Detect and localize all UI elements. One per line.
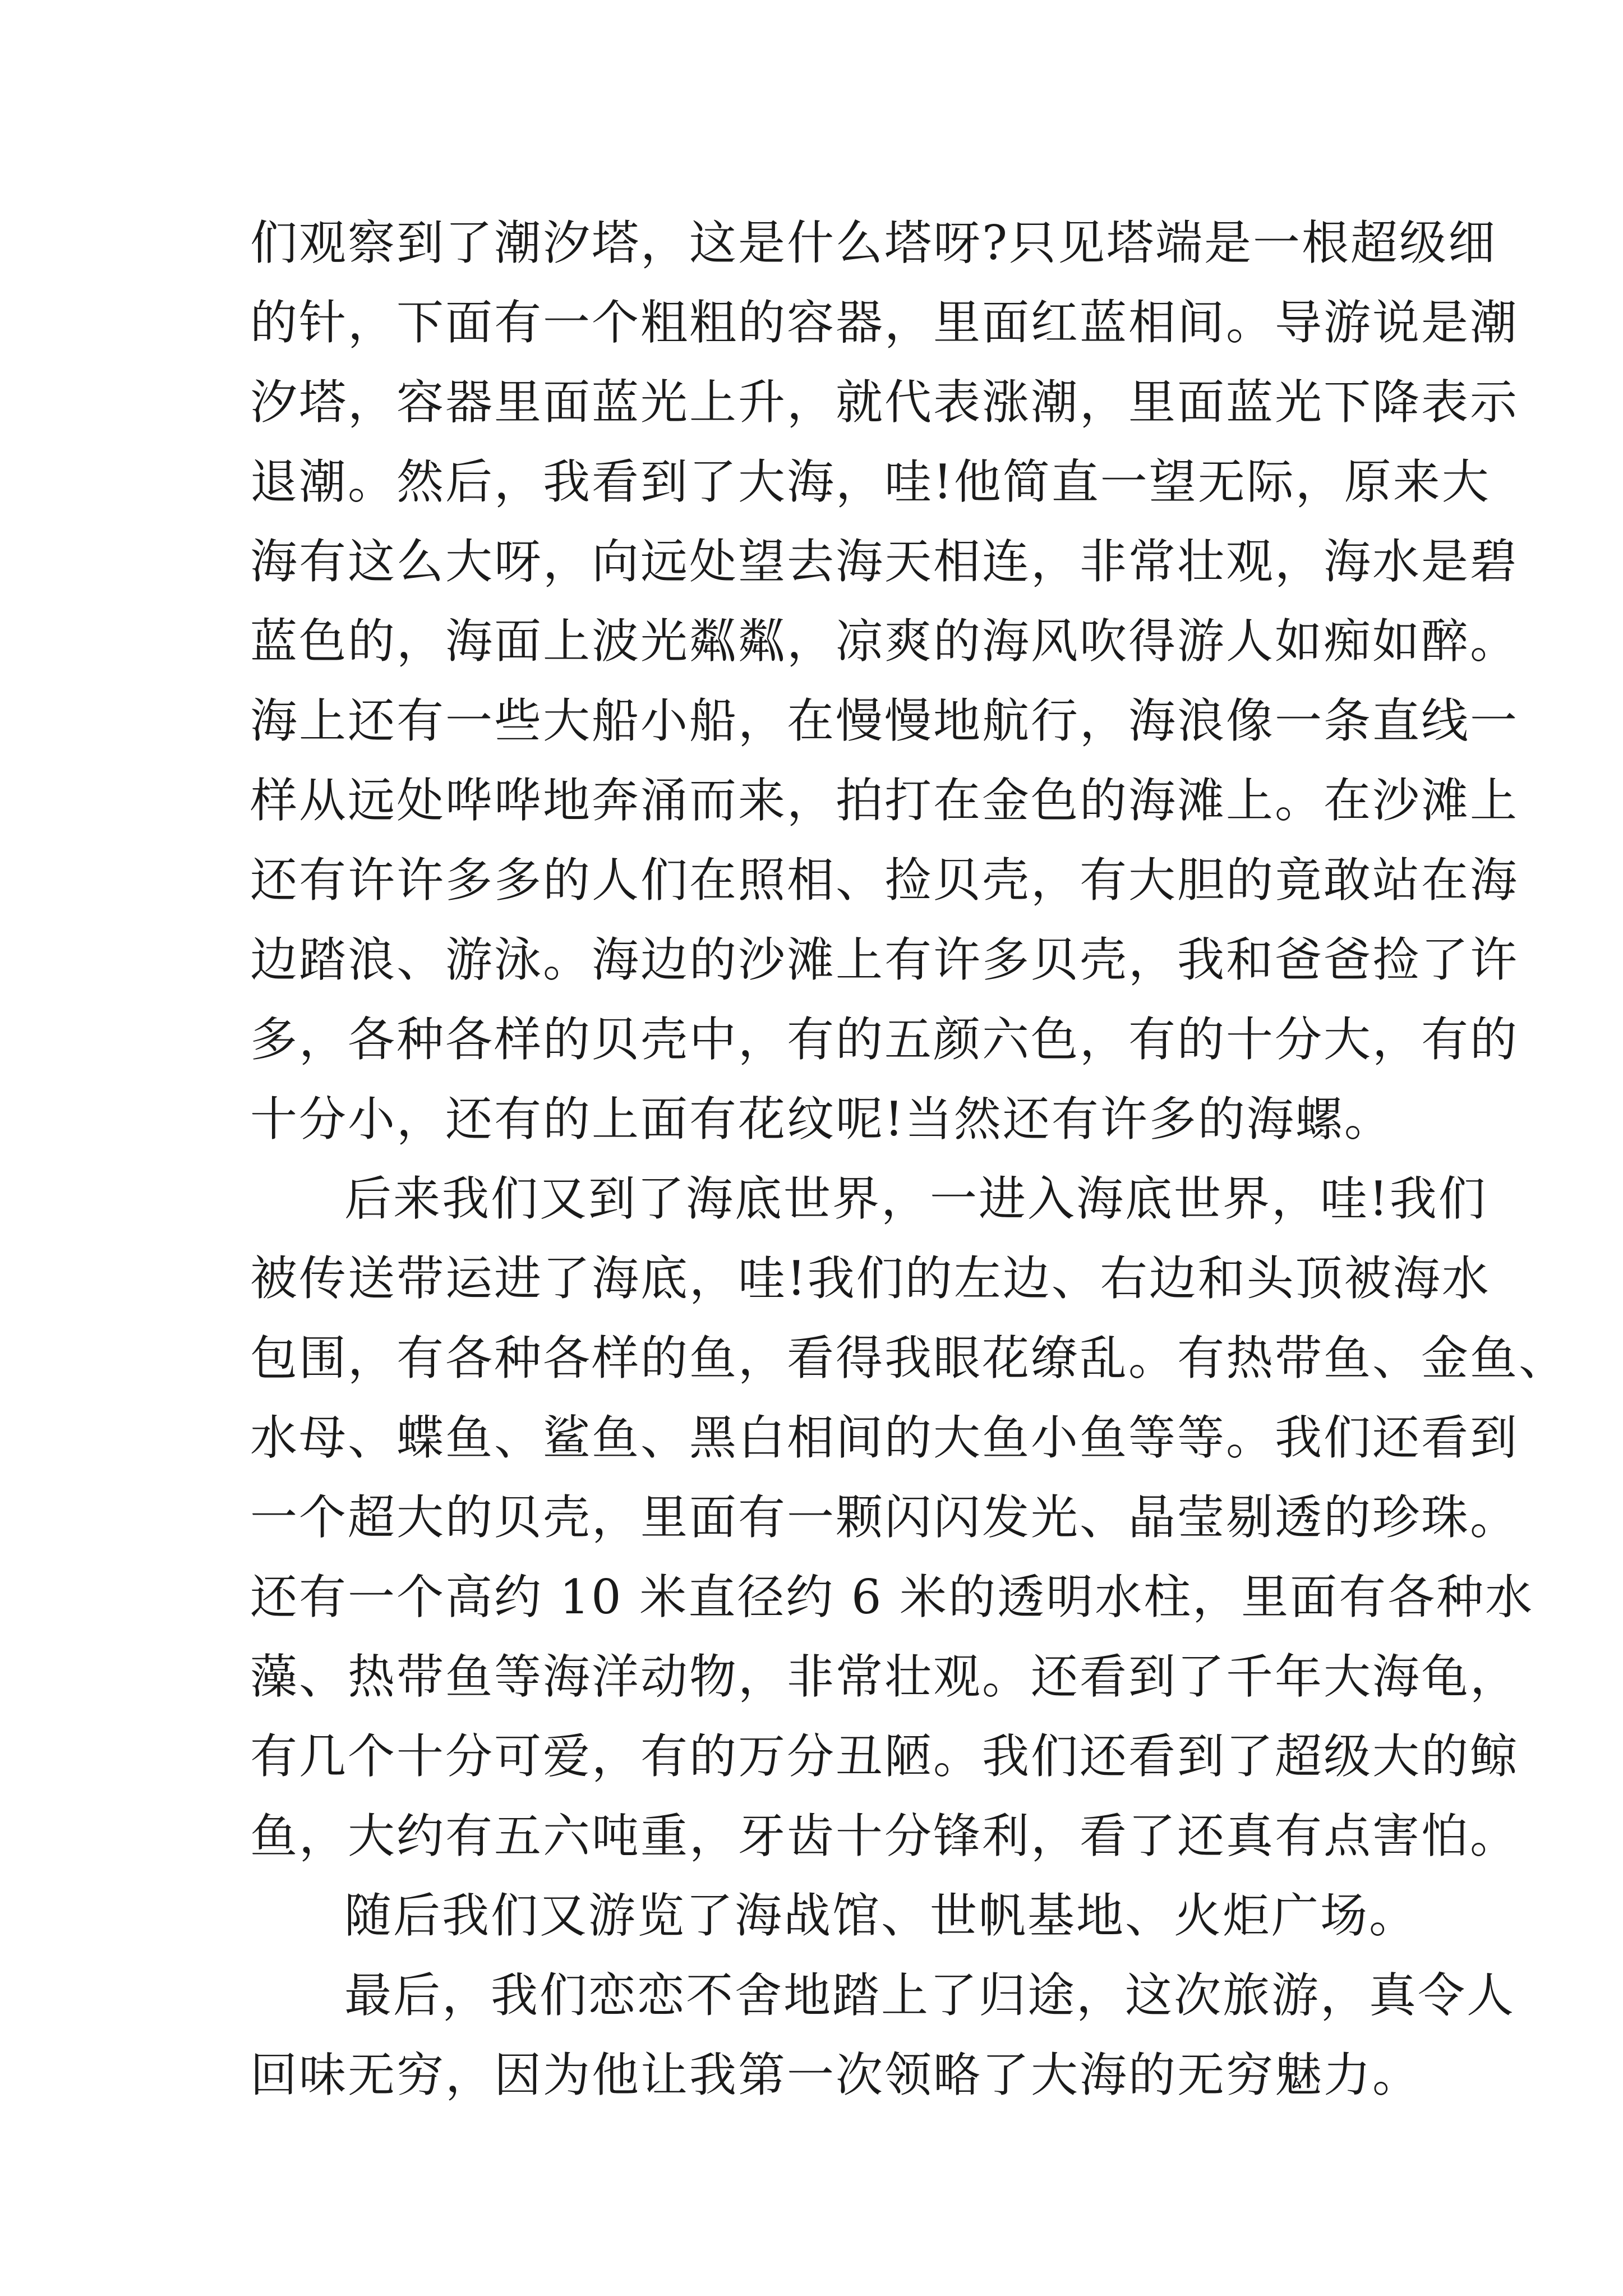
text-line: 的针，下面有一个粗粗的容器，里面红蓝相间。导游说是潮: [250, 295, 1519, 350]
text-line: 们观察到了潮汐塔，这是什么塔呀?只见塔端是一根超级细: [250, 215, 1497, 270]
paragraph: [250, 1159, 1568, 1876]
text-line: 包围，有各种各样的鱼，看得我眼花缭乱。有热带鱼、金鱼、: [250, 1331, 1568, 1386]
text-line: 回味无穷，因为他让我第一次领略了大海的无穷魅力。: [250, 2047, 1422, 2102]
text-line: 一个超大的贝壳，里面有一颗闪闪发光、晶莹剔透的珍珠。: [250, 1490, 1519, 1545]
text-line: 汐塔，容器里面蓝光上升，就代表涨潮，里面蓝光下降表示: [250, 375, 1519, 430]
text-line: 有几个十分可爱，有的万分丑陋。我们还看到了超级大的鲸: [250, 1729, 1519, 1784]
text-line: 水母、蝶鱼、鲨鱼、黑白相间的大鱼小鱼等等。我们还看到: [250, 1410, 1519, 1465]
text-line: 后来我们又到了海底世界，一进入海底世界，哇!我们: [344, 1171, 1487, 1226]
paragraph: [250, 1876, 1418, 1955]
text-line: 还有一个高约 10 米直径约 6 米的透明水柱，里面有各种水: [250, 1570, 1534, 1625]
text-line: 鱼，大约有五六吨重，牙齿十分锋利，看了还真有点害怕。: [250, 1809, 1519, 1864]
text-line: 边踏浪、游泳。海边的沙滩上有许多贝壳，我和爸爸捡了许: [250, 932, 1519, 987]
text-line: 还有许许多多的人们在照相、捡贝壳，有大胆的竟敢站在海: [250, 853, 1519, 908]
text-line: 海上还有一些大船小船，在慢慢地航行，海浪像一条直线一: [250, 693, 1519, 748]
text-line: 十分小，还有的上面有花纹呢!当然还有许多的海螺。: [250, 1092, 1393, 1147]
text-line: 海有这么大呀，向远处望去海天相连，非常壮观，海水是碧: [250, 534, 1519, 589]
text-line: 多，各种各样的贝壳中，有的五颜六色，有的十分大，有的: [250, 1012, 1519, 1067]
text-line: 蓝色的，海面上波光粼粼，凉爽的海风吹得游人如痴如醉。: [250, 614, 1519, 669]
body-text: [250, 203, 1568, 2115]
text-line: 最后，我们恋恋不舍地踏上了归途，这次旅游，真令人: [344, 1968, 1516, 2023]
text-line: 藻、热带鱼等海洋动物，非常壮观。还看到了千年大海龟，: [250, 1649, 1519, 1704]
text-line: 被传送带运进了海底，哇!我们的左边、右边和头顶被海水: [250, 1251, 1491, 1306]
paragraph: [250, 203, 1519, 1159]
text-line: 随后我们又游览了海战馆、世帆基地、火炬广场。: [344, 1888, 1418, 1943]
text-line: 退潮。然后，我看到了大海，哇!他简直一望无际，原来大: [250, 454, 1491, 509]
paragraph: [250, 1955, 1516, 2115]
text-line: 样从远处哗哗地奔涌而来，拍打在金色的海滩上。在沙滩上: [250, 773, 1519, 828]
